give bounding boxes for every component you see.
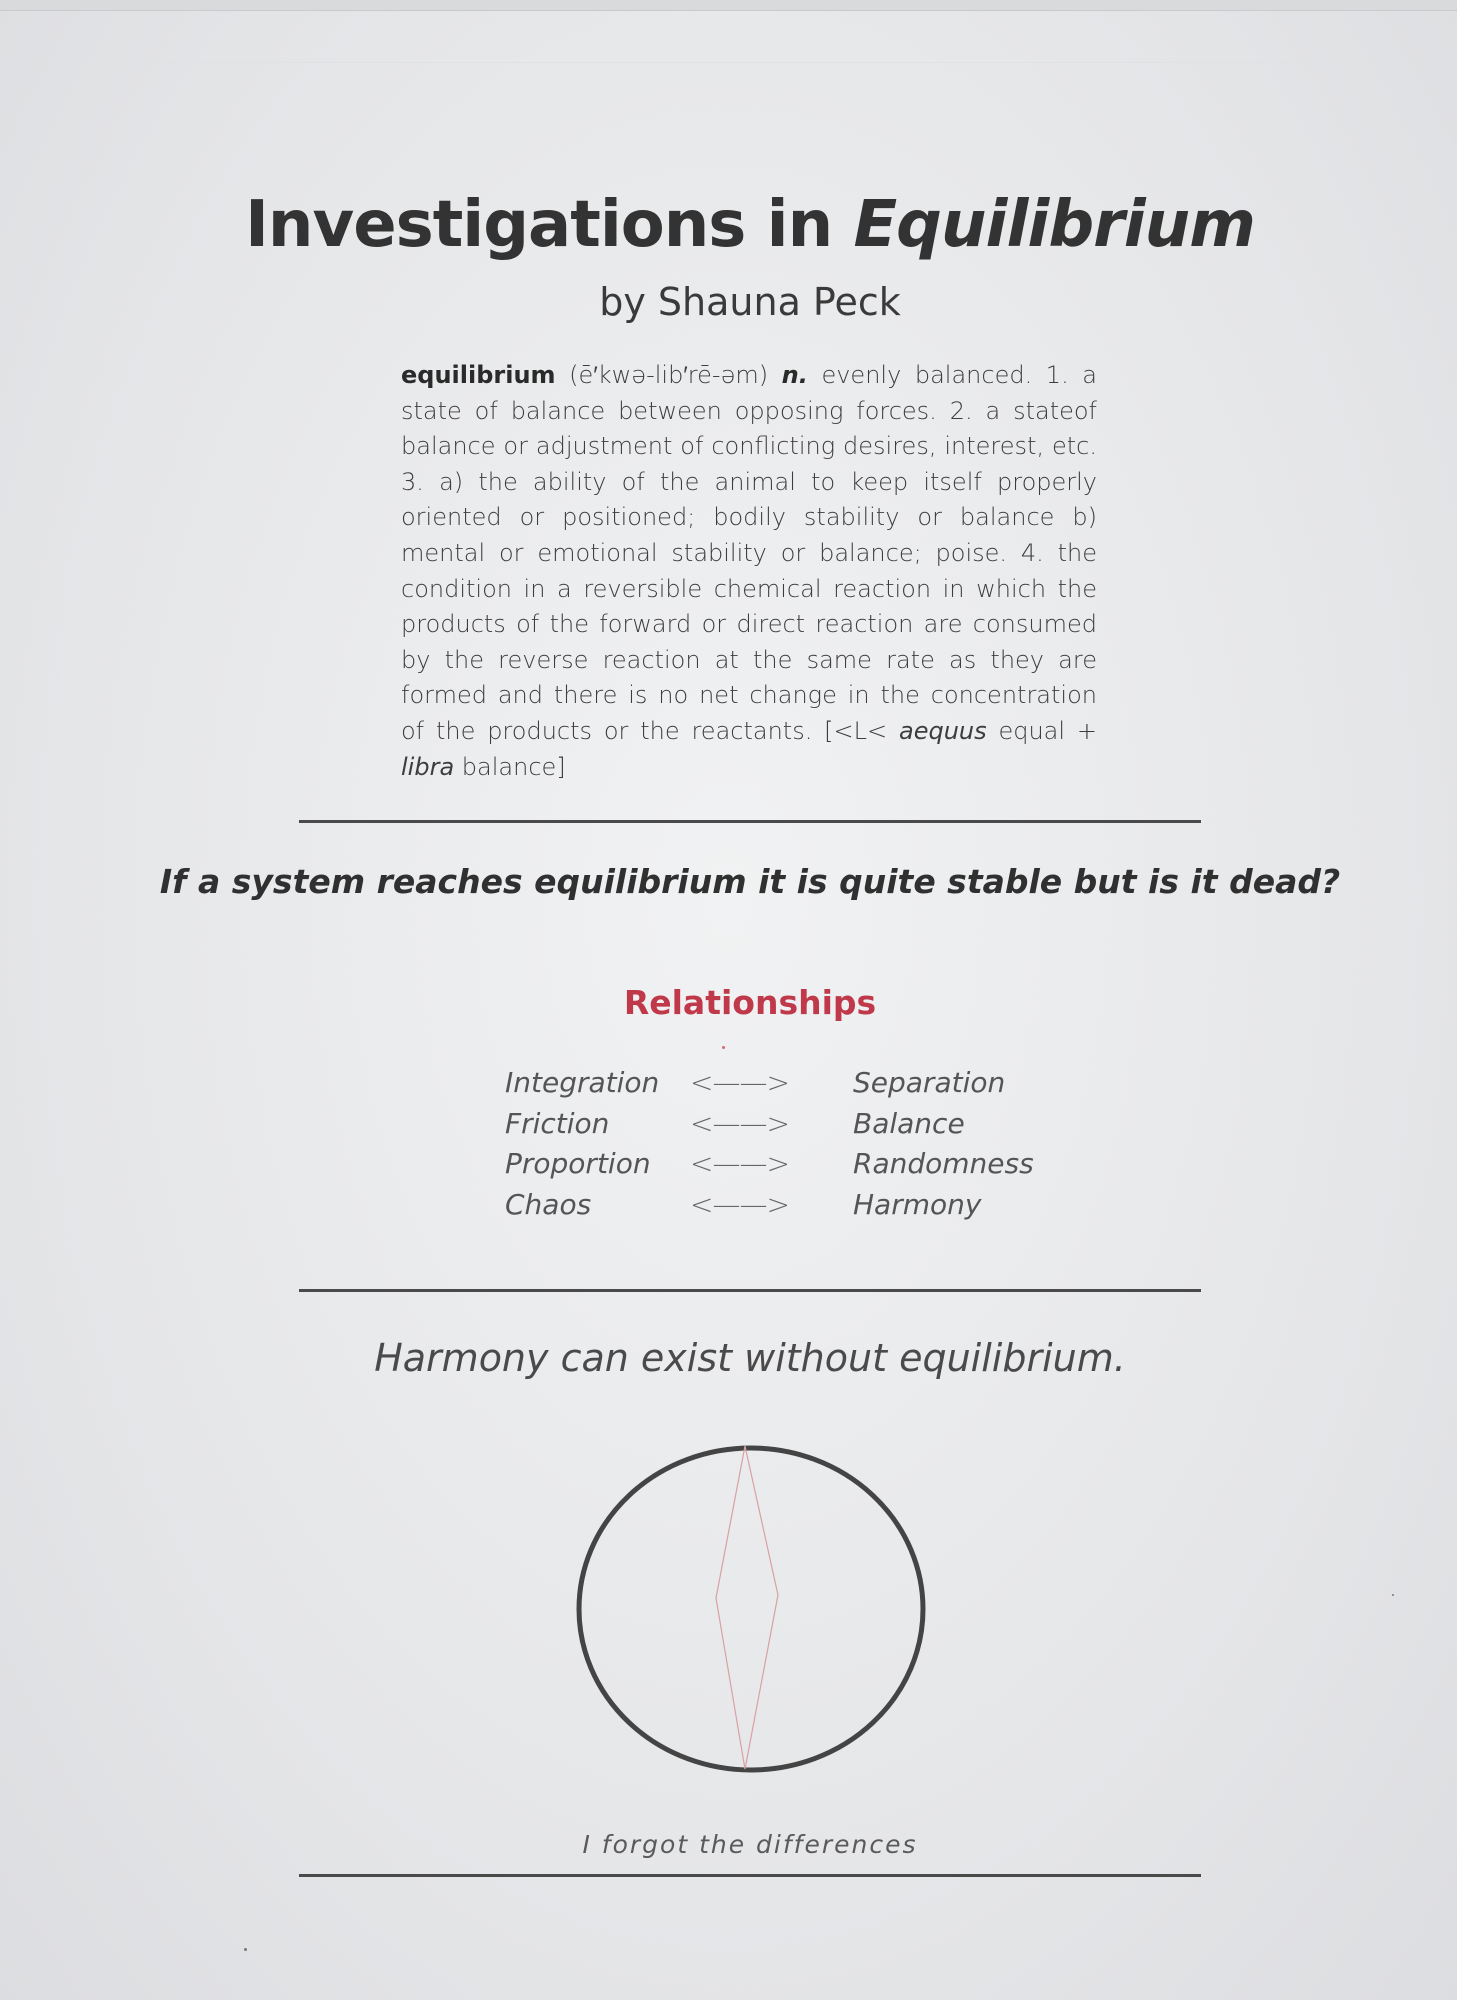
definition-etymology-libra: libra [401,752,455,781]
circle-diamond-figure [573,1440,929,1776]
relationship-left-term: Proportion [505,1147,651,1180]
paper-speck [244,1948,247,1951]
decorative-dot [722,1046,725,1049]
paper-speck [1392,1594,1394,1596]
relationship-right-term: Balance [853,1106,965,1140]
divider-rule-1 [299,820,1201,823]
definition-part-of-speech: n. [781,361,808,389]
page-top-edge [0,0,1457,11]
relationship-right-term: Harmony [853,1187,982,1221]
dictionary-definition [401,358,1097,785]
figure-diamond [716,1446,778,1769]
harmony-statement: Harmony can exist without equilibrium. [374,1336,1126,1380]
page-top-crease [0,62,1457,63]
relationship-left-term: Chaos [505,1187,592,1221]
title-italic: Equilibrium [853,188,1255,262]
article-title [0,188,1457,262]
definition-pronunciation: (ē′kwə-lib′rē-əm) [555,361,782,389]
definition-etymology-equal: equal + [986,716,1097,745]
relationship-row [505,1066,1065,1107]
byline: by Shauna Peck [599,280,901,324]
relationships-list [505,1066,1065,1228]
divider-rule-3 [299,1874,1201,1877]
relationships-heading: Relationships [623,983,877,1022]
relationship-row [505,1188,1065,1229]
relationship-left-term: Integration [505,1066,660,1099]
definition-etymology-aequus: aequus [898,716,987,745]
title-plain: Investigations in [245,188,854,262]
double-arrow: <——> [690,1187,789,1221]
relationship-right-term: Separation [853,1066,1006,1099]
double-arrow: <——> [690,1066,789,1099]
double-arrow: <——> [690,1147,789,1180]
definition-etymology-balance: balance] [454,752,566,781]
relationship-left-term: Friction [505,1106,610,1140]
figure-circle [579,1448,923,1770]
definition-headword: equilibrium [401,361,556,389]
definition-body: evenly balanced. 1. a state of balance between opposing forces. 2. a stateof balance or adjustment of conflicting desires, interest, etc. 3. a) the ability of the animal to keep itself properly oriented or positioned; bodily stability or balance b) mental or emotional stability or balance; poise. 4. the condition in a reversible chemical reaction in which the products of the forward or direct reaction are consumed by the reverse reaction at the same rate as they are formed and there is no net change in the concentration of the products or the reactants. [<L< [401,361,1097,745]
relationship-right-term: Randomness [853,1147,1034,1180]
relationship-row [505,1107,1065,1148]
double-arrow: <——> [690,1106,789,1140]
divider-rule-2 [299,1289,1201,1292]
relationship-row [505,1147,1065,1188]
question-heading: If a system reaches equilibrium it is quite stable but is it dead? [159,862,1341,901]
figure-caption: I forgot the differences [582,1830,918,1859]
